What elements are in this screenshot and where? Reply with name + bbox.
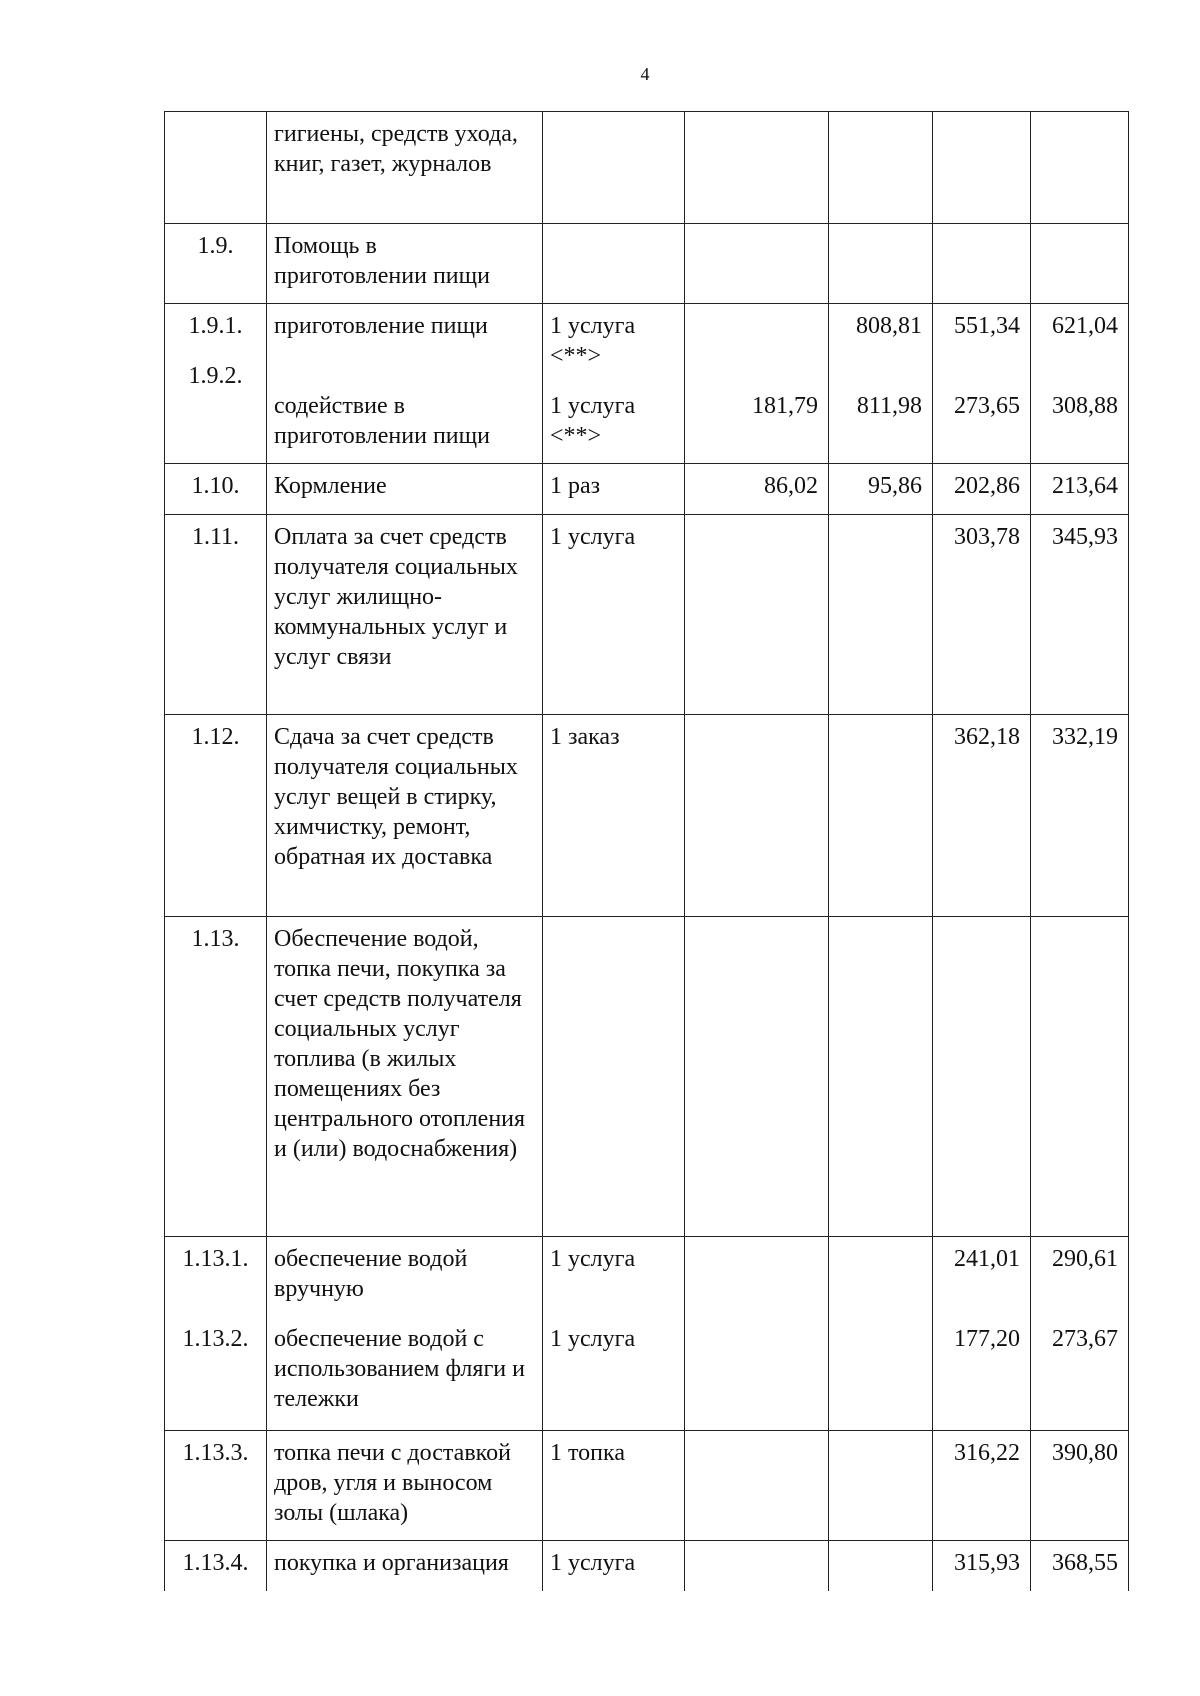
row-number: 1.13. bbox=[165, 917, 267, 1237]
value-col-3 bbox=[933, 917, 1031, 1237]
value-col-1 bbox=[685, 112, 829, 224]
page-number: 4 bbox=[640, 64, 650, 84]
service-unit-group bbox=[543, 1237, 685, 1431]
value-col-3: 362,18 bbox=[933, 715, 1031, 917]
service-unit: 1 услуга bbox=[543, 515, 685, 715]
value-col-4 bbox=[1031, 224, 1129, 304]
value-col-1: 86,02 bbox=[685, 464, 829, 515]
value-col-2: 811,98 bbox=[856, 393, 922, 419]
service-name: топка печи с доставкой дров, угля и выносом золы (шлака) bbox=[267, 1431, 543, 1541]
service-unit: 1 заказ bbox=[543, 715, 685, 917]
value-col-4: 308,88 bbox=[1052, 393, 1118, 419]
service-name: покупка и организация bbox=[267, 1541, 543, 1591]
value-col-2 bbox=[829, 1541, 933, 1591]
service-unit: 1 топка bbox=[543, 1431, 685, 1541]
row-number bbox=[165, 112, 267, 224]
row-number: 1.9.2. bbox=[188, 363, 243, 389]
value-col-2 bbox=[829, 1431, 933, 1541]
value-col-4: 368,55 bbox=[1031, 1541, 1129, 1591]
service-unit: 1 услуга bbox=[550, 1246, 636, 1272]
value-col-4-group bbox=[1031, 304, 1129, 464]
value-col-4 bbox=[1031, 917, 1129, 1237]
table-row bbox=[165, 917, 1129, 1237]
service-unit: 1 раз bbox=[543, 464, 685, 515]
value-col-4-group bbox=[1031, 1237, 1129, 1431]
service-unit bbox=[543, 917, 685, 1237]
service-unit: 1 услуга <**> bbox=[550, 313, 636, 369]
service-name: Помощь в приготовлении пищи bbox=[267, 224, 543, 304]
value-col-4 bbox=[1031, 112, 1129, 224]
value-col-3: 316,22 bbox=[933, 1431, 1031, 1541]
service-unit bbox=[543, 224, 685, 304]
value-col-1 bbox=[685, 1541, 829, 1591]
value-col-4: 273,67 bbox=[1052, 1326, 1118, 1352]
tariff-table bbox=[164, 111, 1129, 1591]
row-number: 1.12. bbox=[165, 715, 267, 917]
row-number-group bbox=[165, 1237, 267, 1431]
service-name: содействие в приготовлении пищи bbox=[274, 393, 490, 449]
value-col-3-group bbox=[933, 1237, 1031, 1431]
value-col-2 bbox=[829, 715, 933, 917]
service-unit bbox=[543, 112, 685, 224]
value-col-1 bbox=[685, 224, 829, 304]
value-col-3: 273,65 bbox=[954, 393, 1020, 419]
value-col-2-group bbox=[829, 1237, 933, 1431]
value-col-2 bbox=[829, 224, 933, 304]
value-col-3: 315,93 bbox=[933, 1541, 1031, 1591]
value-col-3: 241,01 bbox=[954, 1246, 1020, 1272]
table-row bbox=[165, 464, 1129, 515]
value-col-2-group bbox=[829, 304, 933, 464]
row-number-group bbox=[165, 304, 267, 464]
value-col-3: 177,20 bbox=[954, 1326, 1020, 1352]
row-number: 1.13.3. bbox=[165, 1431, 267, 1541]
table-row bbox=[165, 715, 1129, 917]
value-col-1 bbox=[685, 917, 829, 1237]
table-row bbox=[165, 224, 1129, 304]
service-name: приготовление пищи bbox=[274, 313, 488, 339]
value-col-4: 332,19 bbox=[1031, 715, 1129, 917]
value-col-1 bbox=[685, 1431, 829, 1541]
service-name: гигиены, средств ухода, книг, газет, журналов bbox=[267, 112, 543, 224]
value-col-3-group bbox=[933, 304, 1031, 464]
table-row bbox=[165, 112, 1129, 224]
value-col-3: 551,34 bbox=[954, 313, 1020, 339]
value-col-3 bbox=[933, 112, 1031, 224]
value-col-3: 202,86 bbox=[933, 464, 1031, 515]
row-number: 1.13.1. bbox=[182, 1246, 249, 1272]
value-col-4: 290,61 bbox=[1052, 1246, 1118, 1272]
table-row bbox=[165, 1541, 1129, 1591]
value-col-1: 181,79 bbox=[752, 393, 818, 419]
service-name: Обеспечение водой, топка печи, покупка за счет средств получателя социальных услуг топлива (в жилых помещениях без центрального отопления и (или) водоснабжения) bbox=[267, 917, 543, 1237]
value-col-2: 95,86 bbox=[829, 464, 933, 515]
value-col-4: 213,64 bbox=[1031, 464, 1129, 515]
value-col-2 bbox=[829, 515, 933, 715]
value-col-1 bbox=[685, 715, 829, 917]
value-col-2: 808,81 bbox=[856, 313, 922, 339]
value-col-4: 621,04 bbox=[1052, 313, 1118, 339]
service-unit: 1 услуга bbox=[550, 1326, 636, 1352]
service-name: обеспечение водой с использованием фляги и тележки bbox=[274, 1326, 525, 1412]
service-name: обеспечение водой вручную bbox=[274, 1246, 468, 1302]
row-number: 1.11. bbox=[165, 515, 267, 715]
service-name: Кормление bbox=[267, 464, 543, 515]
value-col-3 bbox=[933, 224, 1031, 304]
service-unit: 1 услуга bbox=[543, 1541, 685, 1591]
service-unit: 1 услуга <**> bbox=[550, 393, 636, 449]
table-row bbox=[165, 1431, 1129, 1541]
service-name: Оплата за счет средств получателя социальных услуг жилищно-коммунальных услуг и услуг связи bbox=[267, 515, 543, 715]
service-name-group bbox=[267, 1237, 543, 1431]
value-col-2 bbox=[829, 917, 933, 1237]
service-name-group bbox=[267, 304, 543, 464]
service-unit-group bbox=[543, 304, 685, 464]
row-number: 1.9.1. bbox=[188, 313, 243, 339]
row-number: 1.13.4. bbox=[165, 1541, 267, 1591]
value-col-1-group bbox=[685, 304, 829, 464]
service-name: Сдача за счет средств получателя социальных услуг вещей в стирку, химчистку, ремонт, обратная их доставка bbox=[267, 715, 543, 917]
value-col-4: 390,80 bbox=[1031, 1431, 1129, 1541]
table-row bbox=[165, 304, 1129, 464]
row-number: 1.10. bbox=[165, 464, 267, 515]
value-col-2 bbox=[829, 112, 933, 224]
value-col-4: 345,93 bbox=[1031, 515, 1129, 715]
value-col-1 bbox=[692, 1244, 818, 1304]
value-col-1 bbox=[685, 515, 829, 715]
row-number: 1.13.2. bbox=[182, 1326, 249, 1352]
value-col-2 bbox=[836, 1244, 922, 1304]
table-row bbox=[165, 1237, 1129, 1431]
value-col-3: 303,78 bbox=[933, 515, 1031, 715]
row-number: 1.9. bbox=[165, 224, 267, 304]
table-row bbox=[165, 515, 1129, 715]
value-col-1-group bbox=[685, 1237, 829, 1431]
value-col-1 bbox=[692, 311, 818, 371]
